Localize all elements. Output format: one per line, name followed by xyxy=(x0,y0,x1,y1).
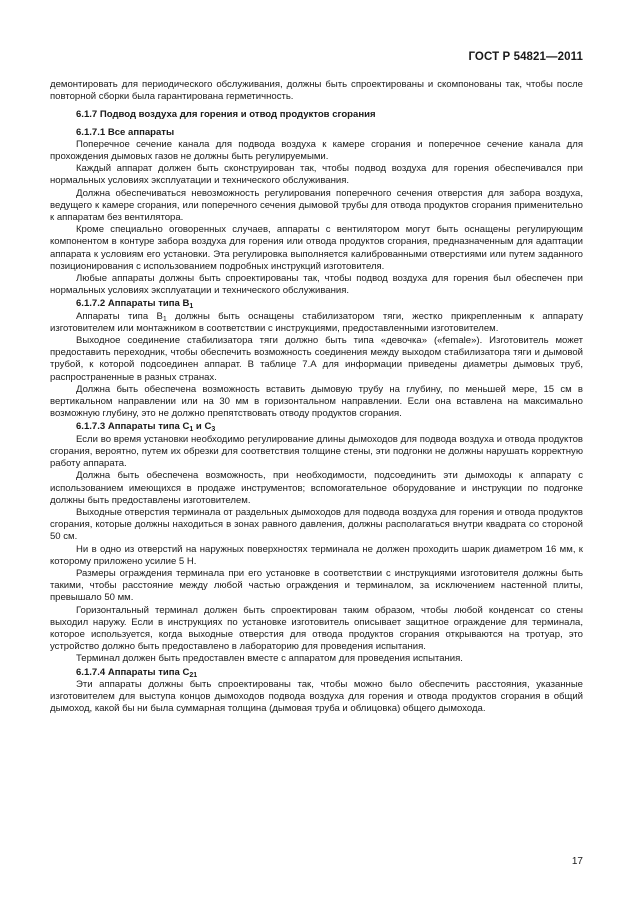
page-content xyxy=(50,79,583,715)
paragraph: Кроме специально оговоренных случаев, аппараты с вентилятором могут быть оснащены регулирующим компонентом в контуре забора воздуха для горения или отвода продуктов сгорания, предназначенным для адаптации аппарата к условиям его установки. Эта регулировка выполняется калиброванными отверстиями или путем заданного позиционирования с использованием подробных инструкций изготовителя. xyxy=(50,224,583,272)
paragraph xyxy=(50,311,583,335)
paragraph: Размеры ограждения терминала при его установке в соответствии с инструкциями изготовителя должны быть такими, чтобы расстояние между любой частью ограждения и терминалом, за исключением настенной плиты, превышало 50 мм. xyxy=(50,567,583,604)
paragraph: Должна быть обеспечена возможность вставить дымовую трубу на глубину, по меньшей мере, 15 см в вертикальном направлении или на 30 мм в горизонтальном направлении. Если она вставлена на максимально возможную глубину, это не должно препятствовать отводу продуктов сгорания. xyxy=(50,383,583,420)
heading-text: 6.1.7.4 Аппараты типа С xyxy=(76,666,190,678)
paragraph: Выходное соединение стабилизатора тяги должно быть типа «девочка» («female»). Изготовитель может предоставить переходник, чтобы обеспечить возможность соединения между выходом стабилизатора тяги и дымовой трубой, к которой подсоединен аппарат. В таблице 7.А для информации приведены диаметры дымовых труб, распространенные в разных странах. xyxy=(50,335,583,383)
subscript: 1 xyxy=(189,426,194,434)
paragraph: Эти аппараты должны быть спроектированы так, чтобы можно было обеспечить расстояния, указанные изготовителем для выступа концов дымоходов подвода воздуха для горения и отвода продуктов сгорания в общий дымоход, какой бы ни была суммарная толщина (дымовая труба и облицовка) общего дымохода. xyxy=(50,678,583,715)
subscript: 3 xyxy=(211,426,216,434)
subscript: 1 xyxy=(162,315,167,323)
subsection-heading-6-1-7-3 xyxy=(50,421,583,433)
heading-text: 6.1.7.2 Аппараты типа В xyxy=(76,298,190,310)
subscript: 21 xyxy=(189,671,198,679)
paragraph: Любые аппараты должны быть спроектированы так, чтобы подвод воздуха для горения был обеспечен при нормальных условиях эксплуатации и технического обслуживания. xyxy=(50,273,583,297)
paragraph: Поперечное сечение канала для подвода воздуха к камере сгорания и поперечное сечение канала для прохождения дымовых газов не должны быть регулируемыми. xyxy=(50,138,583,163)
subscript: 1 xyxy=(189,303,194,311)
paragraph-text: должны быть оснащены стабилизатором тяги, жестко прикрепленным к аппарату изготовителем или монтажником в соответствии с инструкциями, предоставленными изготовителем. xyxy=(50,310,583,334)
subsection-heading-6-1-7-1: 6.1.7.1 Все аппараты xyxy=(76,126,175,138)
page-number: 17 xyxy=(571,856,583,867)
heading-text: и С xyxy=(193,421,212,433)
paragraph: Горизонтальный терминал должен быть спроектирован таким образом, чтобы любой конденсат со стены выходил наружу. Если в инструкциях по установке изготовитель описывает защитное ограждение для терминала, которое используется, когда выходные отверстия для отвода продуктов сгорания открываются на тротуар, это устройство должно быть предоставлено в лабораторию для проведения испытания. xyxy=(50,604,583,653)
paragraph: Должна быть обеспечена возможность, при необходимости, подсоединить эти дымоходы к аппарату с использованием имеющихся в продаже инструментов; вспомогательное оборудование и инструкции по подгонке должны быть предоставлены изготовителем. xyxy=(50,470,583,506)
paragraph-text: Аппараты типа В xyxy=(76,310,163,322)
section-heading-6-1-7: 6.1.7 Подвод воздуха для горения и отвод продуктов сгорания xyxy=(76,109,376,121)
paragraph: Каждый аппарат должен быть сконструирован так, чтобы подвод воздуха для горения обеспечивался при нормальных условиях эксплуатации и технического обслуживания. xyxy=(50,163,583,187)
paragraph: Ни в одно из отверстий на наружных поверхностях терминала не должен проходить шарик диаметром 16 мм, к которому приложено усилие 5 Н. xyxy=(50,543,583,567)
standard-designation: ГОСТ Р 54821—2011 xyxy=(468,51,583,63)
paragraph: Терминал должен быть предоставлен вместе с аппаратом для проведения испытания. xyxy=(76,653,463,665)
paragraph: Выходные отверстия терминала от раздельных дымоходов для подвода воздуха для горения и отвода продуктов сгорания, которые должны находиться в зонах равного давления, должны располагаться внутри квадрата со стороной 50 см. xyxy=(50,506,583,543)
subsection-heading-6-1-7-2 xyxy=(50,298,583,310)
heading-text: 6.1.7.3 Аппараты типа С xyxy=(76,421,190,433)
subsection-heading-6-1-7-4 xyxy=(50,667,583,679)
continuation-paragraph: демонтировать для периодического обслуживания, должны быть спроектированы и скомпонованы так, чтобы после повторной сборки была гарантирована герметичность. xyxy=(50,79,583,103)
paragraph: Если во время установки необходимо регулирование длины дымоходов для подвода воздуха и отвода продуктов сгорания, вероятно, путем их обрезки для соответствия толщине стены, эти подгонки не должны нарушать корректную работу аппарата. xyxy=(50,433,583,470)
paragraph: Должна обеспечиваться невозможность регулирования поперечного сечения отверстия для забора воздуха, ведущего к камере сгорания, или поперечного сечения дымовой трубы для отвода продуктов сгорания применительно к аппаратам без вентилятора. xyxy=(50,187,583,224)
